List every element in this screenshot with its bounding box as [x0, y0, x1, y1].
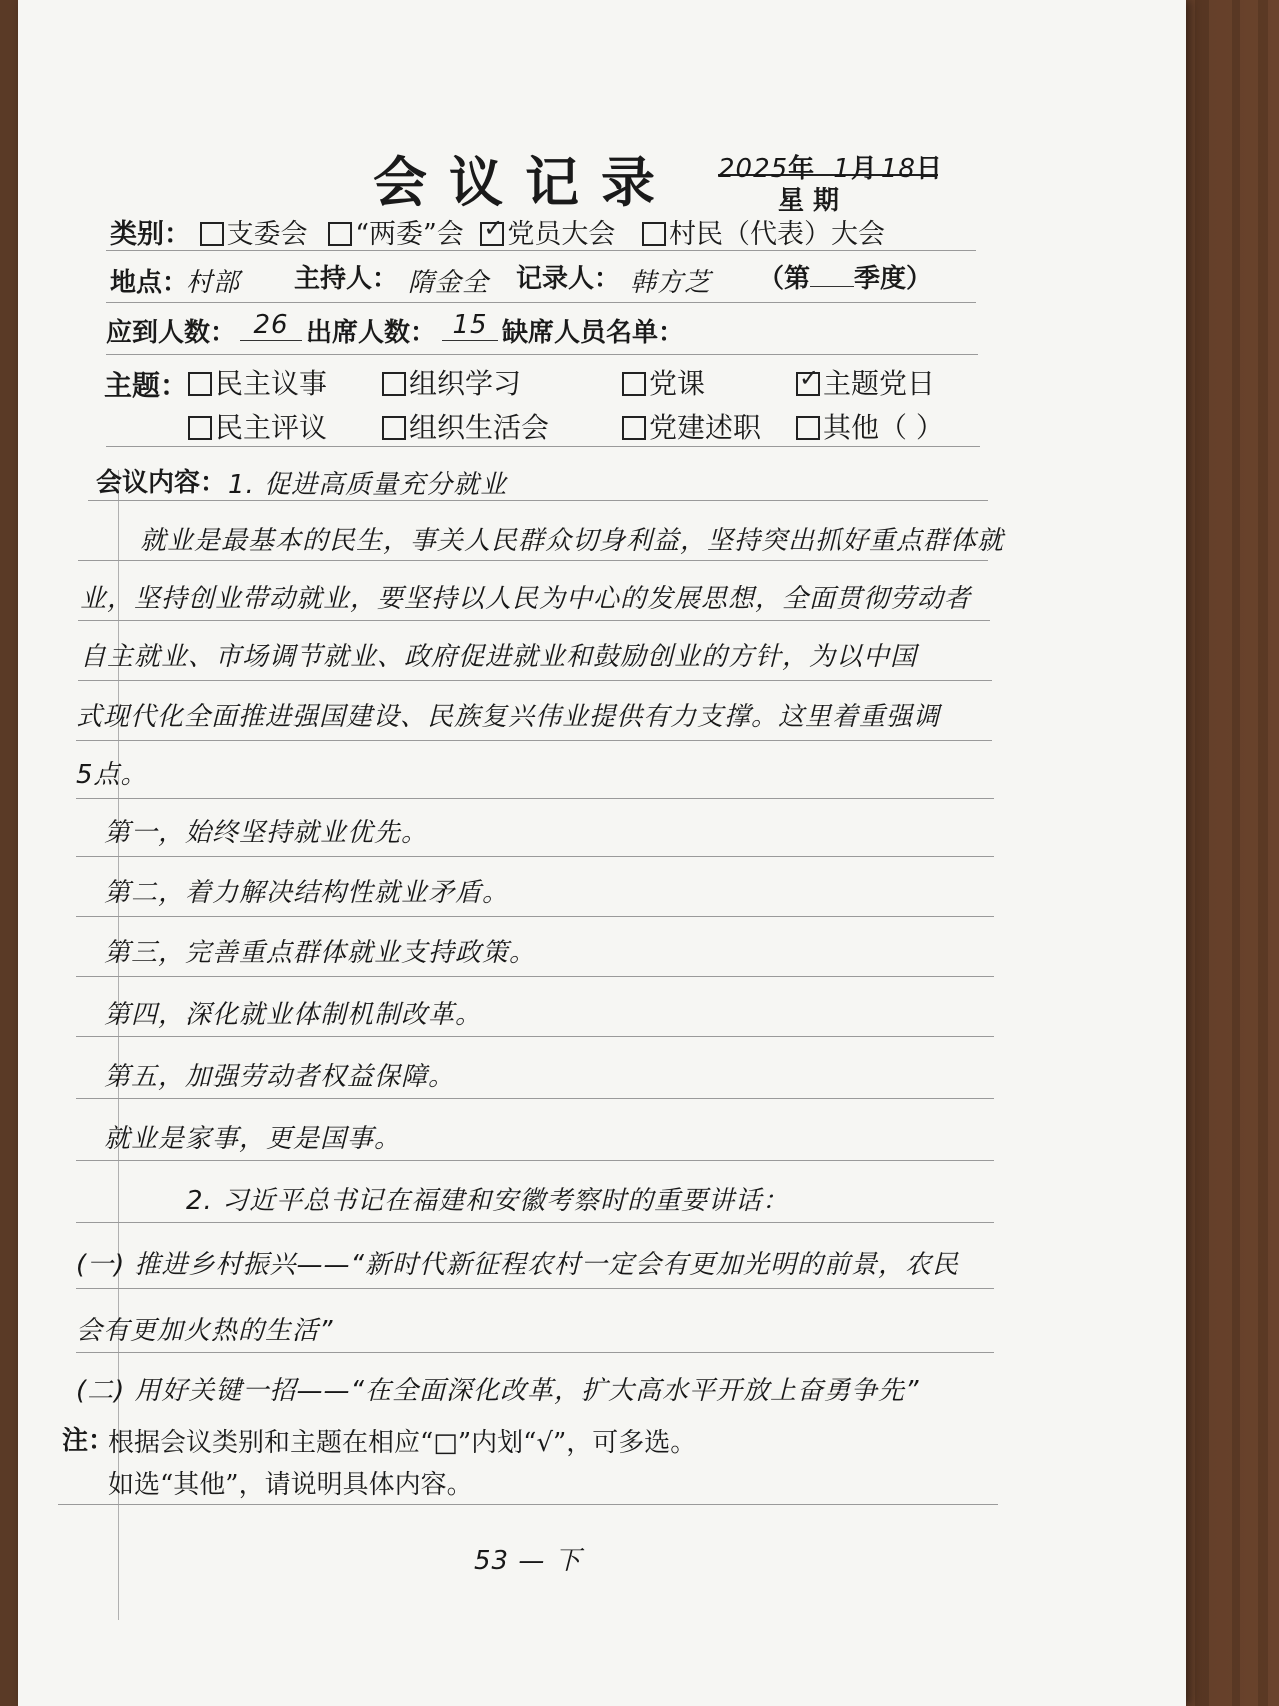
ruled-line [76, 740, 992, 741]
location-value: 村部 [186, 268, 241, 298]
content-line: (二) 用好关键一招——“在全面深化改革，扩大高水平开放上奋勇争先” [76, 1376, 920, 1406]
quarter-field: （第 季度） [758, 264, 933, 294]
content-line: 第一，始终坚持就业优先。 [104, 818, 429, 848]
recorder-value: 韩方芝 [630, 268, 712, 298]
checkbox-icon[interactable] [796, 416, 820, 440]
date-line [718, 148, 942, 184]
content-label: 会议内容： [96, 468, 227, 498]
absent-label: 缺席人员名单： [502, 318, 685, 348]
ruled-line [78, 620, 990, 621]
note-line-1: 根据会议类别和主题在相应“□”内划“√”，可多选。 [108, 1428, 697, 1458]
content-heading-1: 1. 促进高质量充分就业 [228, 470, 508, 500]
topic-option-party-lesson[interactable]: 党课 [622, 362, 705, 402]
category-option-branch[interactable]: 支委会 [200, 219, 308, 250]
date-year: 2025 [718, 154, 789, 184]
checked-checkbox-icon[interactable] [796, 372, 820, 396]
ruled-line [76, 1098, 994, 1099]
ruled-line [88, 500, 988, 501]
topic-option-democratic-review[interactable]: 民主评议 [188, 406, 327, 446]
topic-option-theme-party-day[interactable]: ✓ 主题党日 [796, 362, 935, 402]
ruled-line [76, 798, 994, 799]
content-line: 第二，着力解决结构性就业矛盾。 [104, 878, 510, 908]
content-line: 第三，完善重点群体就业支持政策。 [104, 938, 537, 968]
checked-checkbox-icon[interactable] [480, 222, 504, 246]
topic-option-democratic-discussion[interactable]: 民主议事 [188, 362, 327, 402]
checkbox-icon[interactable] [642, 222, 666, 246]
ruled-line [76, 1288, 994, 1289]
divider [58, 1504, 998, 1505]
date-day: 18 [880, 154, 916, 184]
checkbox-icon[interactable] [188, 372, 212, 396]
date-month-suffix: 月 [850, 154, 877, 184]
ruled-line [76, 1222, 994, 1223]
date-year-suffix: 年 [788, 154, 815, 184]
content-line: 第四，深化就业体制机制改革。 [104, 1000, 483, 1030]
present-value: 15 [442, 310, 498, 341]
category-option-party-members[interactable]: ✓ 党员大会 [480, 219, 615, 250]
page-title: 会议记录 [373, 150, 677, 214]
ruled-line [76, 1352, 994, 1353]
note-line-2: 如选“其他”，请说明具体内容。 [108, 1470, 473, 1500]
topic-option-org-life-meeting[interactable]: 组织生活会 [382, 406, 549, 446]
content-line: 5点。 [76, 760, 148, 790]
category-label: 类别： [110, 219, 191, 250]
expected-value: 26 [240, 310, 302, 341]
checkbox-icon[interactable] [382, 416, 406, 440]
content-line: 就业是家事，更是国事。 [104, 1124, 402, 1154]
topic-option-org-study[interactable]: 组织学习 [382, 362, 521, 402]
record-sheet [18, 0, 1186, 1706]
topic-option-party-report[interactable]: 党建述职 [622, 406, 761, 446]
recorder-label: 记录人： [516, 264, 621, 294]
quarter-blank[interactable] [810, 264, 854, 287]
expected-label: 应到人数： [106, 318, 237, 348]
ruled-line [78, 680, 992, 681]
present-label: 出席人数： [306, 318, 437, 348]
checkbox-icon[interactable] [622, 416, 646, 440]
page-number: 53 — 下 [474, 1546, 582, 1576]
location-label: 地点： [110, 268, 189, 298]
divider [106, 446, 980, 447]
ruled-line [76, 1160, 994, 1161]
content-line: 第五，加强劳动者权益保障。 [104, 1062, 456, 1092]
divider [106, 302, 976, 303]
topic-label: 主题： [104, 369, 189, 402]
note-label: 注： [62, 1426, 115, 1456]
topic-option-other[interactable]: 其他（ ） [796, 406, 944, 446]
checkbox-icon[interactable] [622, 372, 646, 396]
checkbox-icon[interactable] [382, 372, 406, 396]
content-line: (一) 推进乡村振兴——“新时代新征程农村一定会有更加光明的前景，农民 [76, 1250, 960, 1280]
content-line: 自主就业、市场调节就业、政府促进就业和鼓励创业的方针，为以中国 [80, 642, 918, 672]
ruled-line [76, 976, 994, 977]
checkbox-icon[interactable] [188, 416, 212, 440]
category-option-two-committees[interactable]: “两委”会 [328, 219, 464, 250]
checkbox-icon[interactable] [328, 222, 352, 246]
date-day-suffix: 日 [915, 154, 942, 184]
ruled-line [78, 560, 988, 561]
content-line: 式现代化全面推进强国建设、民族复兴伟业提供有力支撑。这里着重强调 [76, 702, 941, 732]
host-value: 隋金全 [408, 268, 490, 298]
content-line: 2. 习近平总书记在福建和安徽考察时的重要讲话： [186, 1186, 790, 1216]
divider [106, 250, 976, 251]
content-line: 业，坚持创业带动就业，要坚持以人民为中心的发展思想，全面贯彻劳动者 [80, 584, 972, 614]
weekday-label: 星 期 [778, 186, 840, 216]
ruled-line [76, 1036, 994, 1037]
category-option-villagers[interactable]: 村民（代表）大会 [642, 219, 885, 250]
category-row [110, 212, 885, 251]
ruled-line [76, 916, 994, 917]
divider [106, 354, 978, 355]
date-month: 1 [833, 154, 851, 184]
ruled-line [76, 856, 994, 857]
content-line: 会有更加火热的生活” [76, 1316, 334, 1346]
host-label: 主持人： [294, 264, 399, 294]
content-line: 就业是最基本的民生，事关人民群众切身利益，坚持突出抓好重点群体就 [140, 526, 1005, 556]
checkbox-icon[interactable] [200, 222, 224, 246]
